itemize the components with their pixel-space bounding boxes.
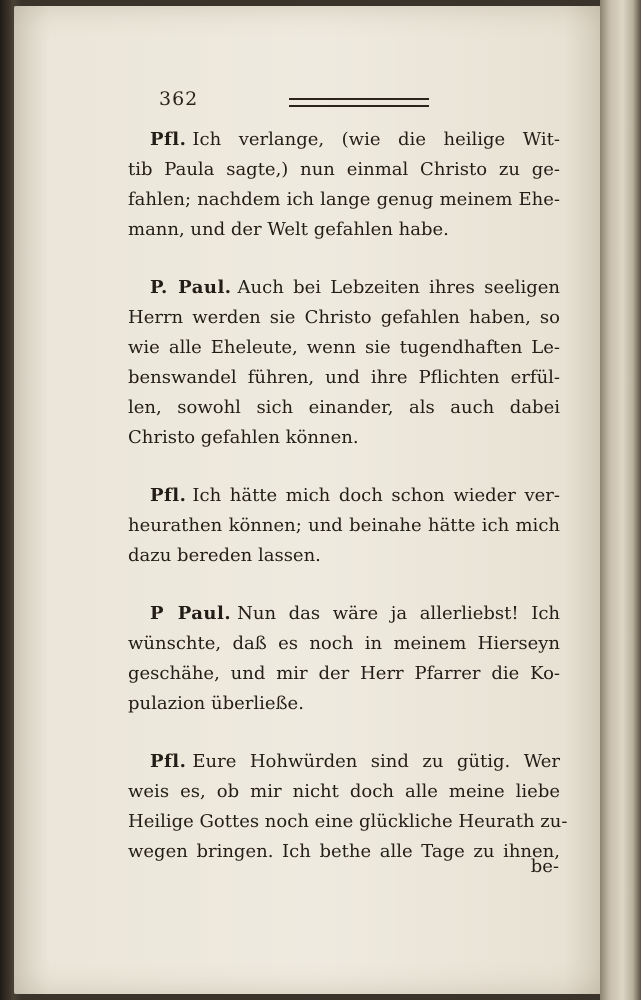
line-text: Ich hätte mich doch schon wieder ver- (192, 485, 560, 506)
speaker-name: P. Paul. (150, 277, 232, 298)
dialogue-paragraph (128, 747, 568, 867)
speaker-name: Pfl. (150, 129, 187, 150)
text-line (128, 125, 560, 155)
text-line: benswandel führen, und ihre Pflichten erfül- (128, 367, 560, 388)
line-text: Eure Hohwürden sind zu gütig. Wer (192, 751, 560, 772)
dialogue-paragraph (128, 273, 560, 453)
text-line: wegen bringen. Ich bethe alle Tage zu ihnen, (128, 841, 560, 862)
text-line (128, 481, 560, 511)
text-line: Heilige Gottes noch eine glückliche Heurath zu- (128, 811, 568, 832)
text-line: len, sowohl sich einander, als auch dabei (128, 397, 560, 418)
text-line (128, 747, 560, 777)
dialogue-paragraph (128, 125, 560, 245)
dialogue-text (128, 125, 568, 895)
text-line: pulazion überließe. (128, 693, 304, 714)
speaker-name: Pfl. (150, 485, 187, 506)
text-line: tib Paula sagte,) nun einmal Christo zu ge- (128, 159, 560, 180)
text-line: fahlen; nachdem ich lange genug meinem Ehe- (128, 189, 560, 210)
text-line: Christo gefahlen können. (128, 427, 359, 448)
text-line: wünschte, daß es noch in meinem Hierseyn (128, 633, 560, 654)
header-rule (289, 98, 429, 107)
text-line: heurathen können; und beinahe hätte ich mich (128, 515, 560, 536)
text-line: weis es, ob mir nicht doch alle meine liebe (128, 781, 560, 802)
text-line (128, 273, 560, 303)
text-line: geschähe, und mir der Herr Pfarrer die Ko- (128, 663, 560, 684)
dialogue-paragraph (128, 599, 560, 719)
catchword: be- (530, 856, 559, 877)
page-number: 362 (159, 88, 199, 110)
speaker-name: P Paul. (150, 603, 232, 624)
text-line: mann, und der Welt gefahlen habe. (128, 219, 449, 240)
text-line: Herrn werden sie Christo gefahlen haben, so (128, 307, 560, 328)
text-line: dazu bereden lassen. (128, 545, 321, 566)
dialogue-paragraph (128, 481, 560, 571)
line-text: Nun das wäre ja allerliebst! Ich (237, 603, 560, 624)
page-header (159, 88, 459, 118)
page-edge (600, 0, 641, 1000)
text-line (128, 599, 560, 629)
speaker-name: Pfl. (150, 751, 187, 772)
text-line: wie alle Eheleute, wenn sie tugendhaften Le- (128, 337, 560, 358)
line-text: Auch bei Lebzeiten ihres seeligen (237, 277, 560, 298)
line-text: Ich verlange, (wie die heilige Wit- (192, 129, 560, 150)
